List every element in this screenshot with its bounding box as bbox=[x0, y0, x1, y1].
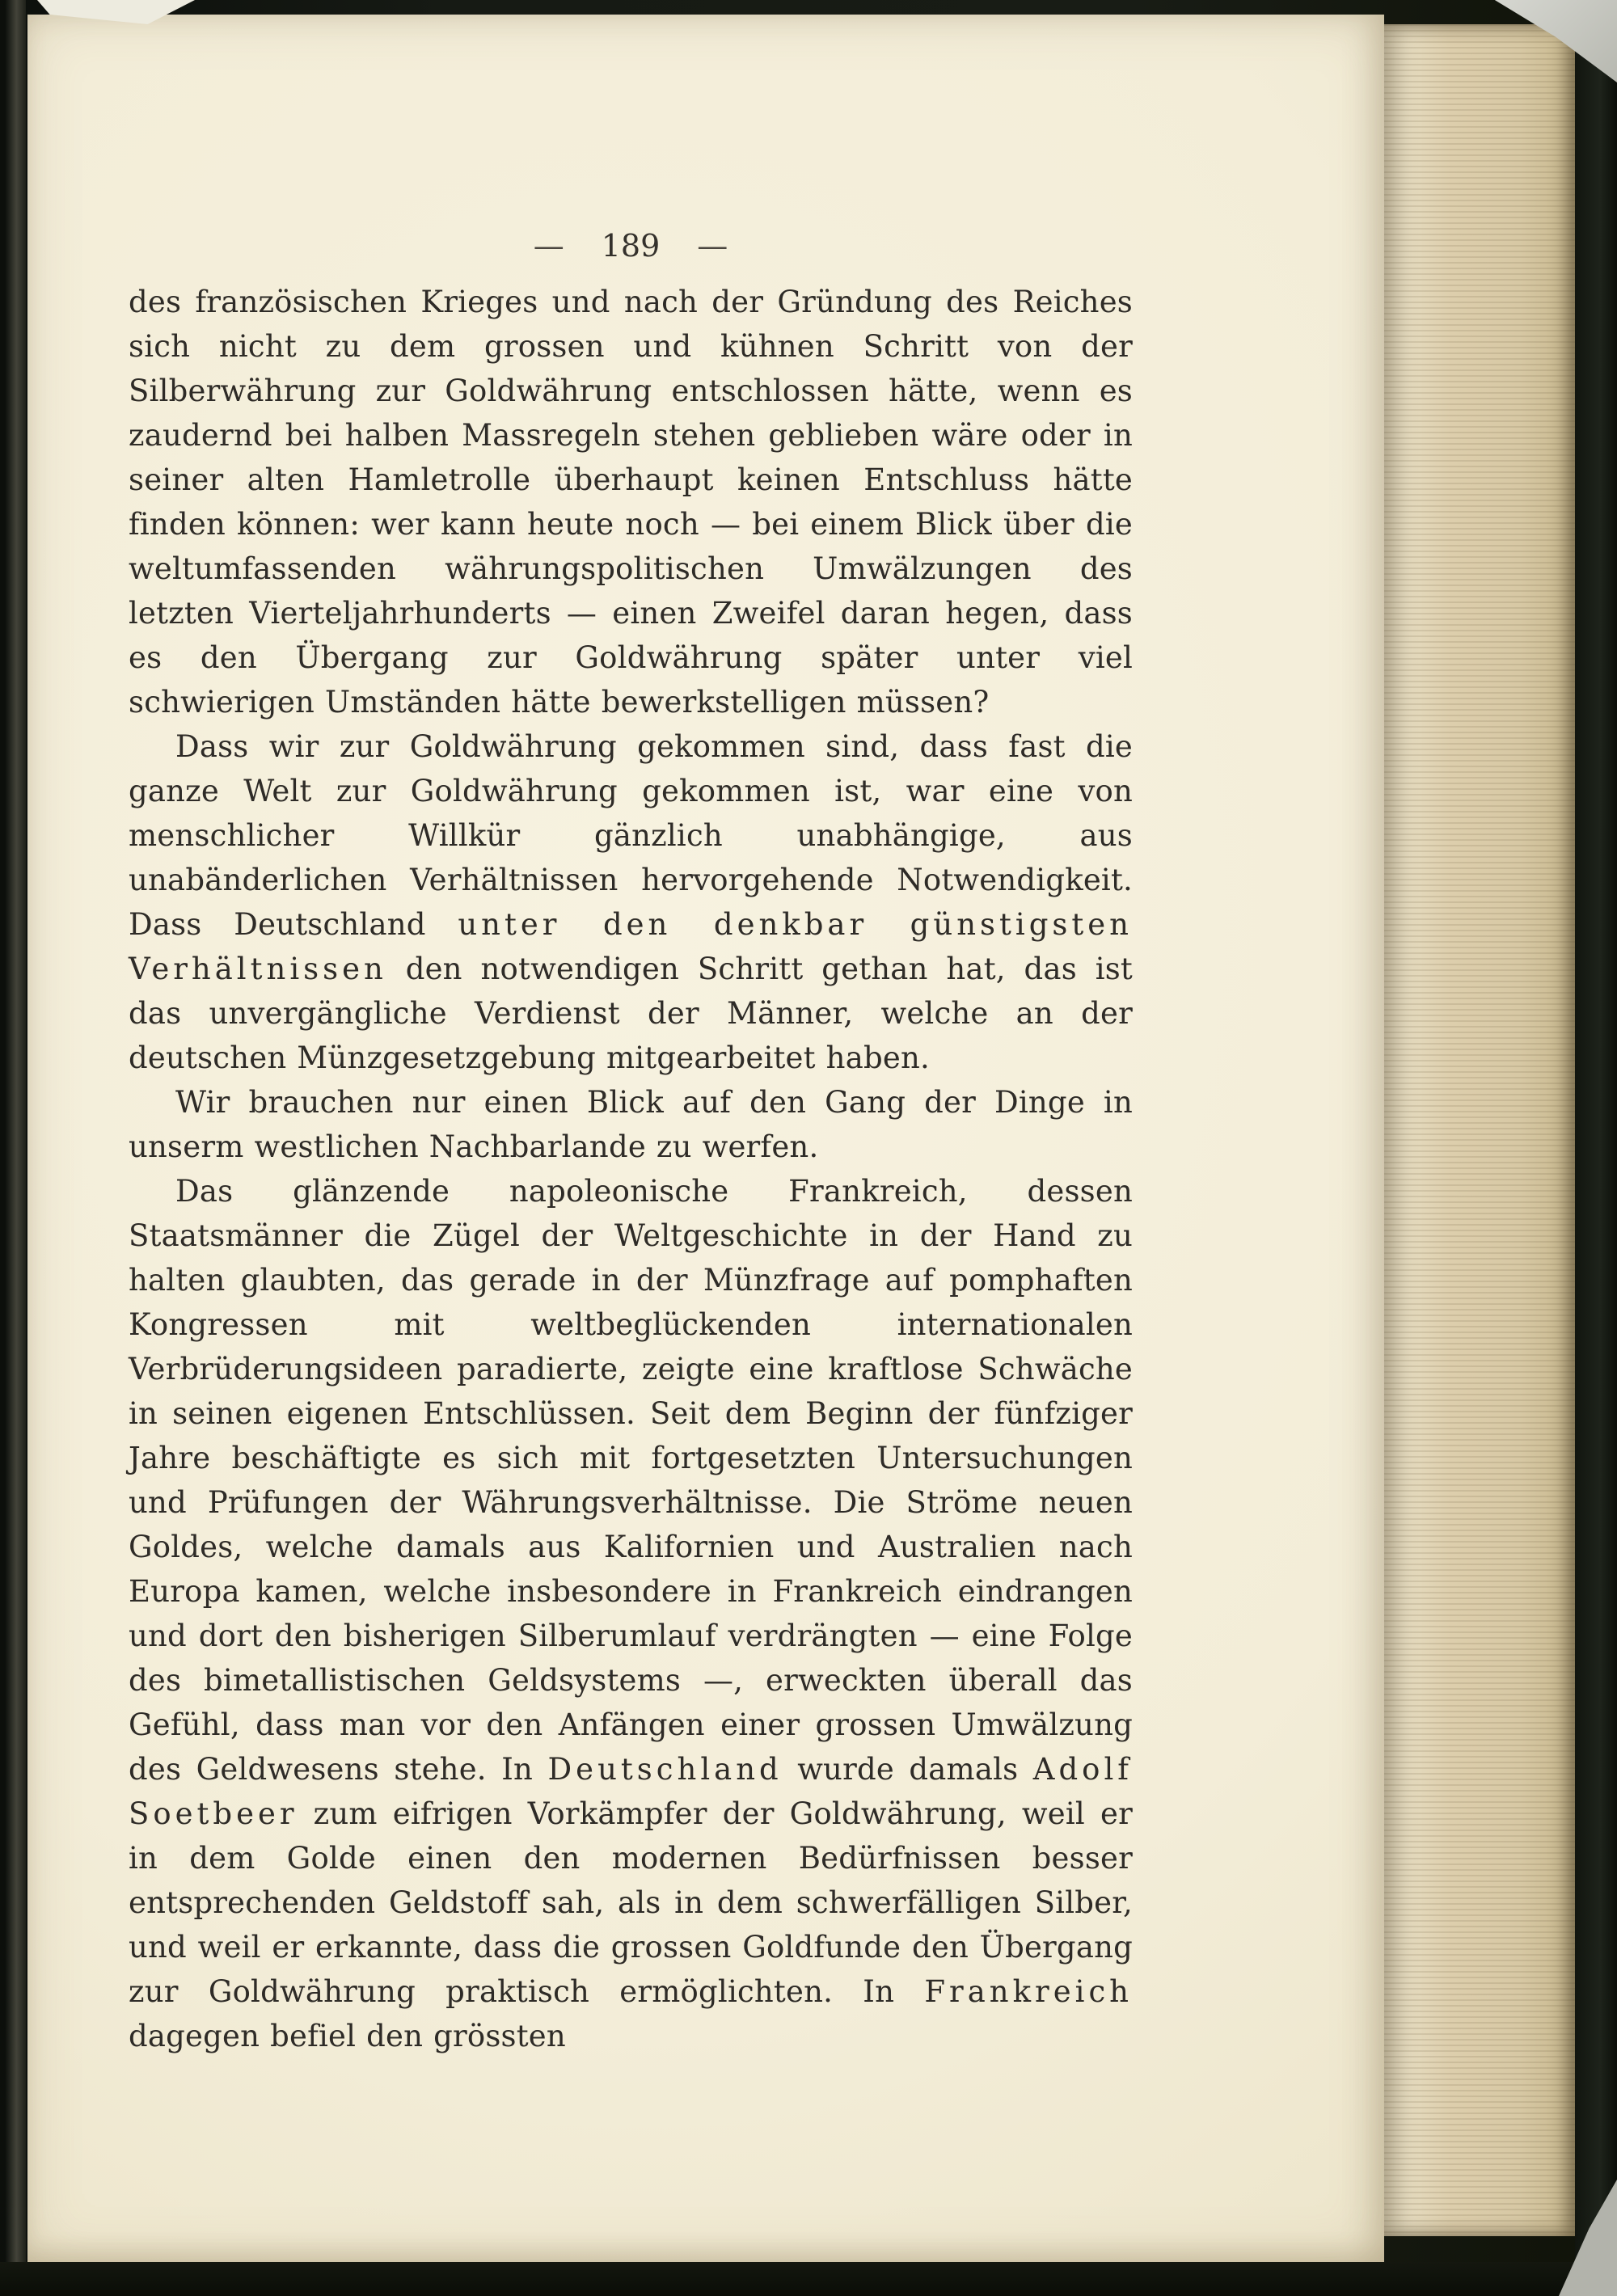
page-text bbox=[129, 280, 1133, 2058]
paragraph bbox=[129, 1080, 1133, 1169]
page-number bbox=[129, 223, 1133, 268]
body-text: des französischen Krieges und nach der Gründung des Reiches sich nicht zu dem grossen und kühnen Schritt von der Silberwährung zur Goldwährung entschlossen hätte, wenn es zaudernd bei halben Massregeln stehen geblieben wäre oder in seiner alten Hamletrolle überhaupt keinen Entschluss hätte finden können: wer kann heute noch — bei einem Blick über die weltumfassenden währungspolitischen Umwälzungen des letzten Vierteljahrhunderts — einen Zweifel daran hegen, dass es den Übergang zur Goldwährung später unter viel schwierigen Umständen hätte bewerkstelligen müssen? bbox=[129, 285, 1133, 720]
body-text: Dass wir zur Goldwährung gekommen sind, dass fast die ganze Welt zur Goldwährung gekommen ist, war eine von menschlicher Willkür gänzlich unabhängige, aus unabänderlichen Verhältnissen hervorgehende Notwendigkeit. Dass Deutschland bbox=[129, 729, 1133, 942]
body-text: dagegen befiel den grössten bbox=[129, 2019, 566, 2053]
paragraph bbox=[129, 1169, 1133, 2058]
paragraph bbox=[129, 724, 1133, 1080]
body-text: Wir brauchen nur einen Blick auf den Gang der Dinge in unserm westlichen Nachbarlande zu werfen. bbox=[129, 1085, 1133, 1164]
book-cover-right bbox=[1575, 0, 1617, 2296]
emphasized-text: Adolf Soetbeer bbox=[129, 1752, 1133, 1831]
book-page bbox=[27, 15, 1384, 2262]
body-text: wurde damals bbox=[782, 1752, 1033, 1787]
body-text: den notwendigen Schritt gethan hat, das ist das unvergängliche Verdienst der Männer, welche an der deutschen Münzgesetzgebung mitgearbeitet haben. bbox=[129, 952, 1133, 1075]
body-text: Das glänzende napoleonische Frankreich, dessen Staatsmänner die Zügel der Weltgeschichte in der Hand zu halten glaubten, das gerade in der Münzfrage auf pomphaften Kongressen mit weltbeglückenden internationalen Verbrüderungsideen paradierte, zeigte eine kraftlose Schwäche in seinen eigenen Entschlüssen. Seit dem Beginn der fünfziger Jahre beschäftigte es sich mit fortgesetzten Untersuchungen und Prüfungen der Währungsverhältnisse. Die Ströme neuen Goldes, welche damals aus Kalifornien und Australien nach Europa kamen, welche insbesondere in Frankreich eindrangen und dort den bisherigen Silberumlauf verdrängten — eine Folge des bimetallistischen Geldsystems —, erweckten überall das Gefühl, dass man vor den Anfängen einer grossen Umwälzung des Geldwesens stehe. In bbox=[129, 1174, 1133, 1787]
text-column bbox=[129, 223, 1133, 2058]
paragraph bbox=[129, 280, 1133, 724]
body-text: zum eifrigen Vorkämpfer der Goldwährung, weil er in dem Golde einen den modernen Bedürfnissen besser entsprechenden Geldstoff sah, als in dem schwerfälligen Silber, und weil er erkannte, dass die grossen Goldfunde den Übergang zur Goldwährung praktisch ermöglichten. In bbox=[129, 1796, 1133, 2009]
emphasized-text: Deutschland bbox=[547, 1752, 783, 1787]
book-cover-bottom bbox=[0, 2262, 1617, 2296]
emphasized-text: unter den denkbar günstigsten Verhältnissen bbox=[129, 907, 1133, 986]
page-number-dash-left: — bbox=[533, 228, 564, 264]
page-stack-fore-edge bbox=[1384, 24, 1577, 2236]
left-page-edge bbox=[5, 0, 26, 2296]
page-number-value: 189 bbox=[601, 228, 661, 264]
page-number-dash-right: — bbox=[697, 228, 728, 264]
emphasized-text: Frankreich bbox=[924, 1974, 1133, 2009]
